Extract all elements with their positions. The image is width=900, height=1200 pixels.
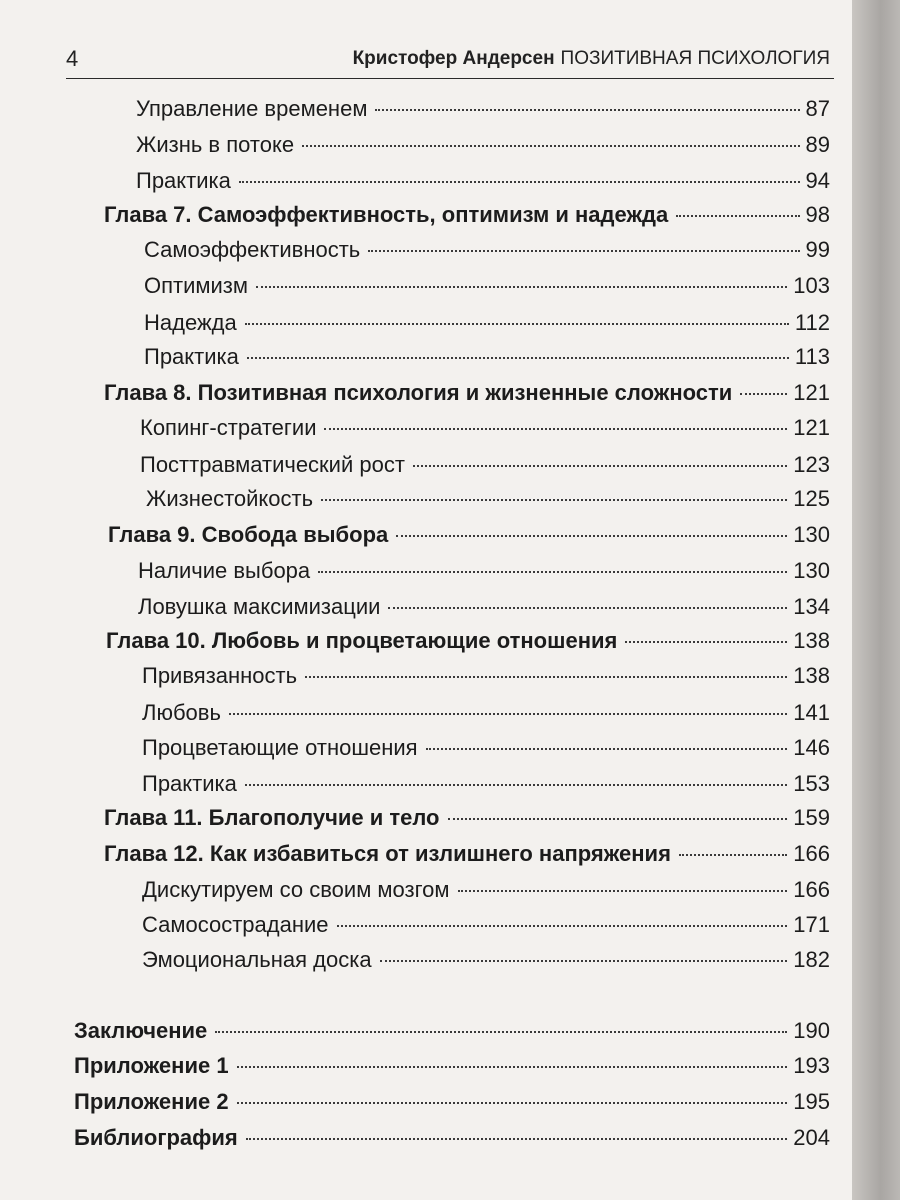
leader-dots: [679, 854, 787, 856]
toc-entry-page: 166: [793, 877, 830, 902]
toc-entry-title: Ловушка максимизации: [138, 594, 381, 619]
leader-dots: [245, 323, 789, 325]
toc-entry-page: 193: [793, 1053, 830, 1078]
toc-entry-title: Приложение 2: [74, 1089, 229, 1114]
toc-entry-title: Глава 10. Любовь и процветающие отношения: [106, 628, 618, 653]
toc-entry-title: Эмоциональная доска: [142, 947, 372, 972]
leader-dots: [237, 1102, 788, 1104]
toc-entry-page: 182: [793, 947, 830, 972]
toc-major-section: [74, 1088, 830, 1116]
toc-chapter: [104, 840, 830, 868]
toc-entry-page: 130: [793, 522, 830, 547]
leader-dots: [396, 535, 787, 537]
toc-entry-title: Привязанность: [142, 663, 298, 688]
leader-dots: [337, 925, 788, 927]
leader-dots: [625, 641, 787, 643]
toc-entry: [146, 485, 830, 513]
toc-entry-title: Заключение: [74, 1018, 208, 1043]
toc-entry: [138, 557, 830, 585]
toc-entry: [136, 95, 830, 123]
leader-dots: [229, 713, 787, 715]
toc-entry: [142, 699, 830, 727]
toc-entry: [142, 946, 830, 974]
toc-chapter: [108, 521, 830, 549]
toc-entry: [142, 911, 830, 939]
toc-entry-title: Управление временем: [136, 96, 368, 121]
toc-entry-title: Жизнестойкость: [146, 486, 314, 511]
toc-entry-title: Практика: [142, 771, 237, 796]
leader-dots: [302, 145, 799, 147]
toc-entry-title: Самоэффективность: [144, 237, 361, 262]
toc-entry-page: 153: [793, 771, 830, 796]
toc-entry: [144, 236, 830, 264]
toc-entry: [136, 131, 830, 159]
toc-entry: [144, 343, 830, 371]
toc-entry-page: 134: [793, 594, 830, 619]
toc-entry-title: Приложение 1: [74, 1053, 229, 1078]
toc-entry: [136, 167, 830, 195]
toc-entry-page: 113: [794, 344, 830, 369]
toc-entry-title: Оптимизм: [144, 273, 249, 298]
leader-dots: [413, 465, 787, 467]
toc-entry-title: Практика: [144, 344, 239, 369]
toc-entry: [140, 414, 830, 442]
leader-dots: [676, 215, 799, 217]
toc-entry-page: 123: [793, 452, 830, 477]
toc-entry-page: 138: [793, 663, 830, 688]
toc-entry-title: Глава 11. Благополучие и тело: [104, 805, 440, 830]
author-name: Кристофер Андерсен: [352, 48, 555, 69]
toc-entry-title: Надежда: [144, 310, 237, 335]
toc-chapter: [104, 804, 830, 832]
toc-entry-page: 146: [793, 735, 830, 760]
toc-entry-page: 103: [793, 273, 830, 298]
page-number: 4: [66, 46, 79, 71]
book-title: ПОЗИТИВНАЯ ПСИХОЛОГИЯ: [560, 48, 830, 69]
toc-entry-page: 166: [793, 841, 830, 866]
page-edge: [852, 0, 900, 1200]
toc-entry-title: Самосострадание: [142, 912, 329, 937]
toc-entry: [138, 593, 830, 621]
toc-entry: [144, 309, 830, 337]
toc-entry-title: Любовь: [142, 700, 221, 725]
leader-dots: [388, 607, 787, 609]
toc-entry-title: Глава 12. Как избавиться от излишнего напряжения: [104, 841, 671, 866]
toc-entry-page: 121: [793, 415, 830, 440]
leader-dots: [245, 784, 787, 786]
toc-entry: [140, 451, 830, 479]
toc-chapter: [106, 627, 830, 655]
leader-dots: [237, 1066, 788, 1068]
toc-entry-page: 130: [793, 558, 830, 583]
toc-entry-title: Жизнь в потоке: [136, 132, 295, 157]
toc-entry-page: 94: [805, 168, 830, 193]
toc-chapter: [104, 379, 830, 407]
leader-dots: [426, 748, 788, 750]
toc-entry-page: 195: [793, 1089, 830, 1114]
toc-entry-title: Глава 9. Свобода выбора: [108, 522, 389, 547]
leader-dots: [458, 890, 788, 892]
leader-dots: [256, 286, 787, 288]
toc-major-section: [74, 1124, 830, 1152]
toc-major-section: [74, 1052, 830, 1080]
leader-dots: [246, 1138, 788, 1140]
leader-dots: [324, 428, 787, 430]
toc-entry-page: 121: [793, 380, 830, 405]
toc-entry-title: Копинг-стратегии: [140, 415, 317, 440]
toc-chapter: [104, 201, 830, 229]
toc-entry-title: Практика: [136, 168, 231, 193]
toc-entry-page: 159: [793, 805, 830, 830]
toc-entry: [142, 662, 830, 690]
toc-entry-title: Глава 8. Позитивная психология и жизненные сложности: [104, 380, 733, 405]
toc-entry-page: 98: [805, 202, 830, 227]
toc-entry: [142, 734, 830, 762]
toc-major-section: [74, 1017, 830, 1045]
leader-dots: [368, 250, 799, 252]
toc-entry-page: 87: [805, 96, 830, 121]
toc-entry-title: Библиография: [74, 1125, 238, 1150]
leader-dots: [318, 571, 787, 573]
leader-dots: [380, 960, 788, 962]
leader-dots: [215, 1031, 787, 1033]
toc-entry-page: 190: [793, 1018, 830, 1043]
toc-entry-page: 89: [805, 132, 830, 157]
toc-entry-page: 138: [793, 628, 830, 653]
toc-entry-page: 171: [793, 912, 830, 937]
toc-entry-page: 112: [794, 310, 830, 335]
leader-dots: [448, 818, 788, 820]
toc-entry-title: Дискутируем со своим мозгом: [142, 877, 450, 902]
leader-dots: [321, 499, 787, 501]
toc-entry-page: 204: [793, 1125, 830, 1150]
toc-entry-page: 99: [805, 237, 830, 262]
leader-dots: [305, 676, 787, 678]
toc-entry: [142, 770, 830, 798]
toc-entry-page: 125: [793, 486, 830, 511]
leader-dots: [375, 109, 799, 111]
toc-entry-title: Посттравматический рост: [140, 452, 405, 477]
leader-dots: [740, 393, 787, 395]
leader-dots: [247, 357, 789, 359]
toc-entry: [144, 272, 830, 300]
toc-entry-page: 141: [793, 700, 830, 725]
toc-entry-title: Глава 7. Самоэффективность, оптимизм и надежда: [104, 202, 669, 227]
toc-entry-title: Наличие выбора: [138, 558, 311, 583]
leader-dots: [239, 181, 800, 183]
toc-entry-title: Процветающие отношения: [142, 735, 418, 760]
toc-entry: [142, 876, 830, 904]
